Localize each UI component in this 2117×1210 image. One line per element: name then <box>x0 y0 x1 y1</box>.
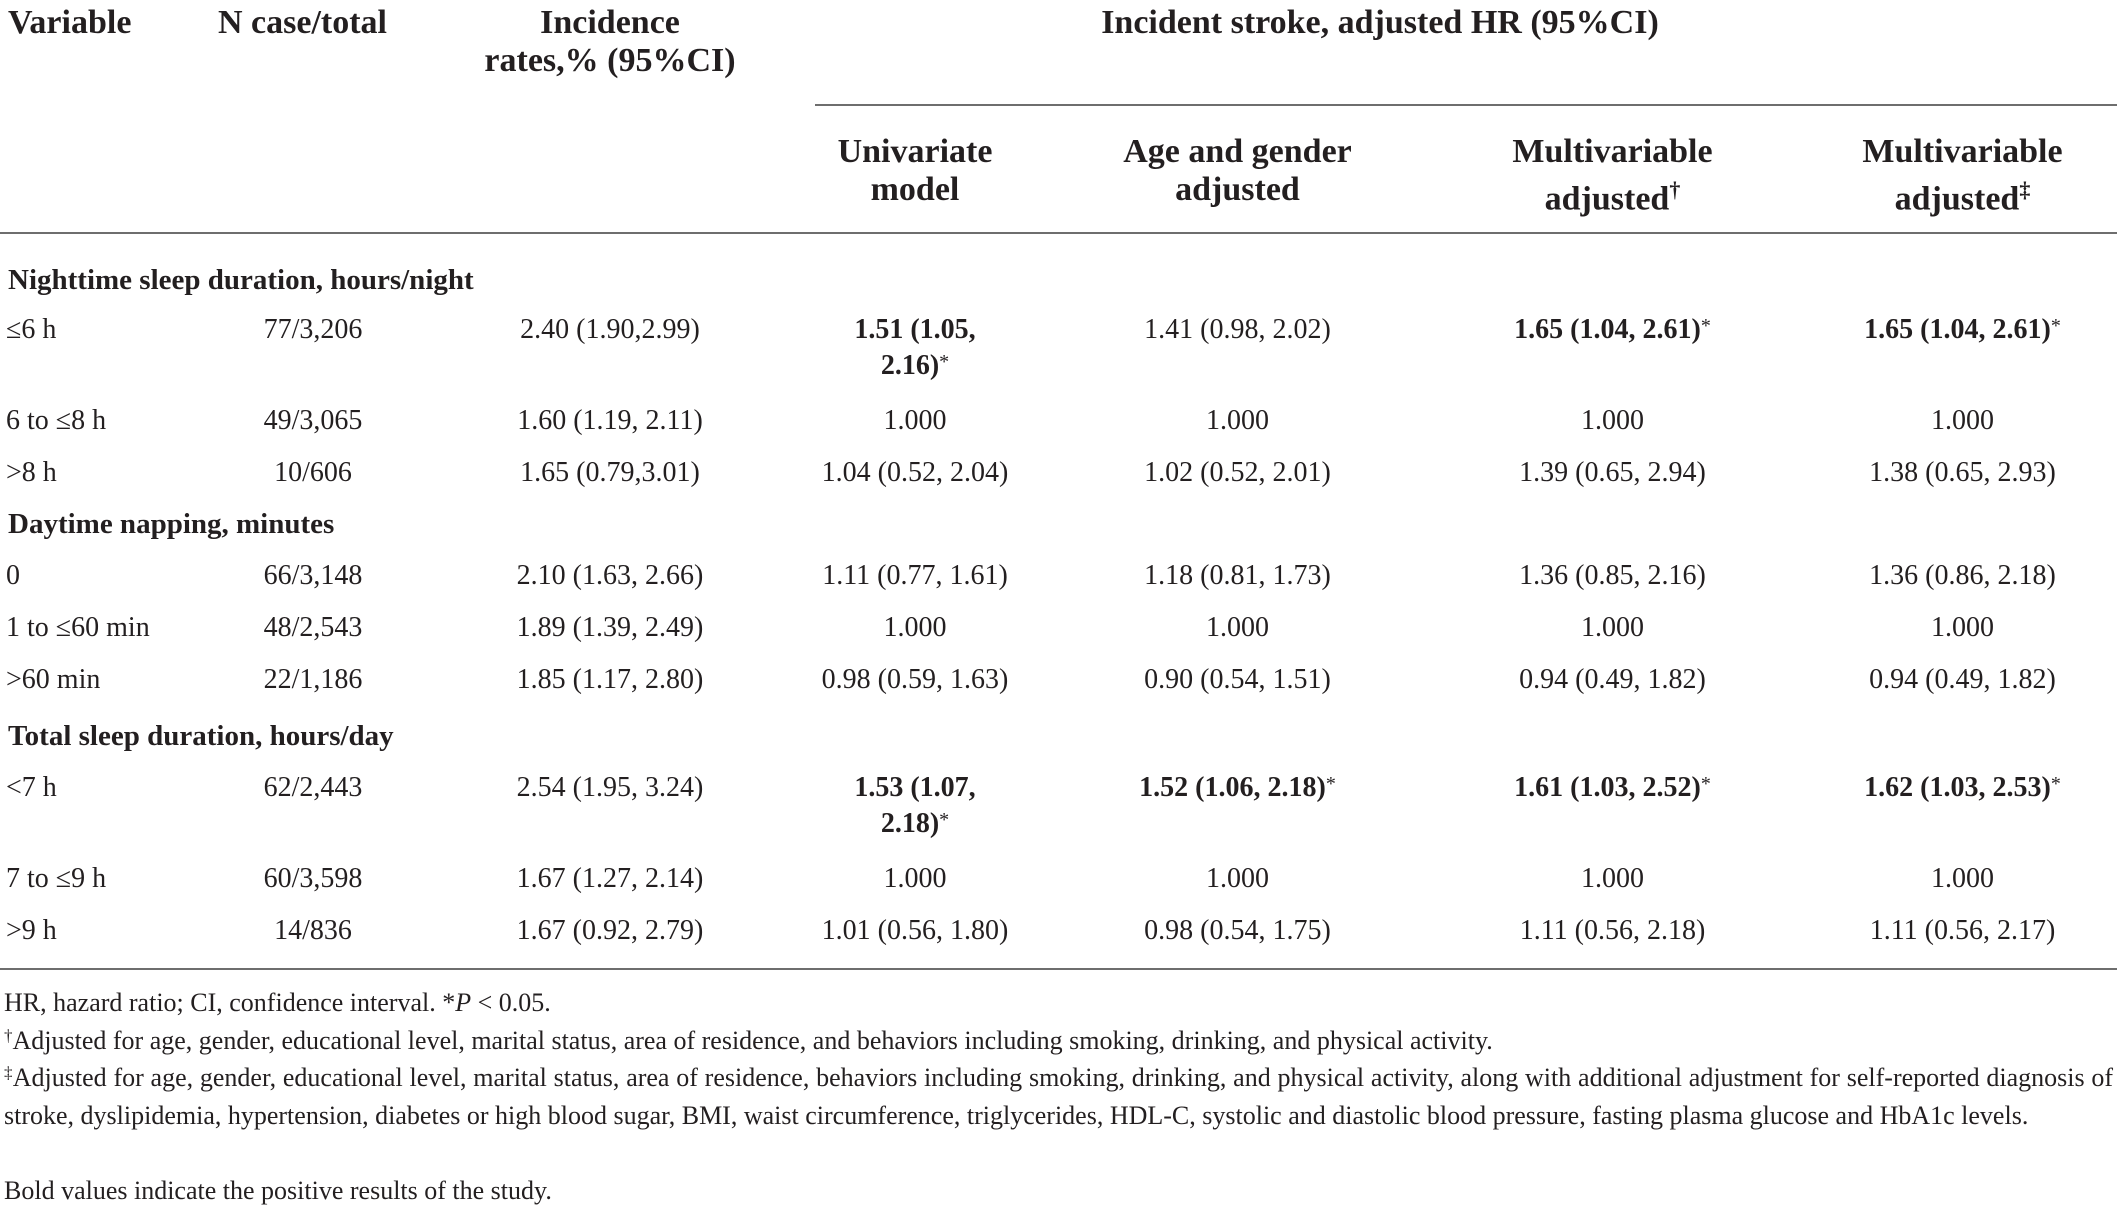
cell-incidence: 2.40 (1.90,2.99) <box>520 314 700 345</box>
cell-hr-uni <box>765 662 1065 698</box>
cell-hr-m1 <box>1440 913 1785 949</box>
cell-variable: 6 to ≤8 h <box>6 405 107 436</box>
hr-value: 1.000 <box>1206 405 1269 436</box>
header-multivariable-1 <box>1440 133 1785 218</box>
cell-incidence: 1.67 (0.92, 2.79) <box>516 915 704 946</box>
cell-hr-age <box>1070 610 1405 646</box>
hr-value: 1.61 (1.03, 2.52) <box>1514 772 1701 803</box>
header-incidence-line2: rates,% (95%CI) <box>484 42 736 79</box>
header-bottom-rule <box>0 232 2117 234</box>
cell-n-case-total: 48/2,543 <box>263 612 363 643</box>
table-row <box>0 913 2117 953</box>
cell-n-case-total: 66/3,148 <box>263 560 363 591</box>
cell-variable: ≤6 h <box>6 314 57 345</box>
hr-value: 0.98 (0.59, 1.63) <box>821 664 1009 695</box>
hr-value: 1.36 (0.86, 2.18) <box>1869 560 2056 591</box>
cell-n-case-total: 10/606 <box>274 457 352 488</box>
hr-value-continued: 2.18) <box>880 808 940 839</box>
cell-hr-age <box>1070 312 1405 348</box>
cell-hr-uni <box>765 610 1065 646</box>
table-bottom-rule <box>0 968 2117 970</box>
hr-value-continued: 2.16) <box>880 350 940 381</box>
cell-hr-m2 <box>1790 455 2117 491</box>
cell-hr-age <box>1070 861 1405 897</box>
cell-variable: <7 h <box>6 772 57 803</box>
table-row <box>0 312 2117 381</box>
cell-hr-m2 <box>1790 861 2117 897</box>
significance-mark: * <box>2050 315 2061 337</box>
hr-value: 1.51 (1.05, <box>854 314 976 345</box>
table-row <box>0 558 2117 598</box>
cell-incidence: 1.65 (0.79,3.01) <box>520 457 700 488</box>
section-title: Nighttime sleep duration, hours/night <box>8 264 474 296</box>
cell-variable: >60 min <box>6 664 101 695</box>
cell-hr-uni <box>765 861 1065 897</box>
table-row <box>0 770 2117 839</box>
cell-hr-age <box>1070 455 1405 491</box>
header-variable: Variable <box>8 4 132 41</box>
cell-n-case-total: 49/3,065 <box>263 405 363 436</box>
cell-incidence: 2.10 (1.63, 2.66) <box>516 560 704 591</box>
hr-value: 1.11 (0.77, 1.61) <box>822 560 1008 591</box>
cell-n-case-total: 14/836 <box>274 915 352 946</box>
cell-hr-age <box>1070 913 1405 949</box>
cell-n-case-total: 77/3,206 <box>263 314 363 345</box>
cell-n-case-total: 60/3,598 <box>263 863 363 894</box>
hr-value: 0.98 (0.54, 1.75) <box>1144 915 1331 946</box>
header-univariate-line2: model <box>870 171 960 208</box>
hr-value: 1.11 (0.56, 2.18) <box>1519 915 1706 946</box>
footnote-abbreviations: HR, hazard ratio; CI, confidence interval. *P < 0.05. <box>4 988 551 1017</box>
cell-variable: >8 h <box>6 457 57 488</box>
cell-hr-age <box>1070 662 1405 698</box>
hr-value: 1.39 (0.65, 2.94) <box>1519 457 1706 488</box>
hr-value: 1.52 (1.06, 2.18) <box>1139 772 1326 803</box>
table-row <box>0 662 2117 702</box>
header-multivariable-2-line1: Multivariable <box>1862 133 2063 170</box>
hr-value: 1.36 (0.85, 2.16) <box>1519 560 1706 591</box>
hr-value: 0.90 (0.54, 1.51) <box>1144 664 1331 695</box>
cell-n-case-total: 62/2,443 <box>263 772 363 803</box>
cell-hr-m1 <box>1440 770 1785 806</box>
cell-hr-m2 <box>1790 913 2117 949</box>
hr-value: 1.04 (0.52, 2.04) <box>821 457 1009 488</box>
significance-mark: * <box>1700 773 1711 795</box>
cell-hr-m1 <box>1440 662 1785 698</box>
cell-hr-m2 <box>1790 610 2117 646</box>
cell-hr-m2 <box>1790 662 2117 698</box>
cell-hr-age <box>1070 403 1405 439</box>
cell-hr-m2 <box>1790 770 2117 806</box>
cell-variable: 1 to ≤60 min <box>6 612 150 643</box>
hr-value: 1.11 (0.56, 2.17) <box>1869 915 2056 946</box>
significance-mark: * <box>939 809 950 831</box>
header-univariate-line1: Univariate <box>837 133 993 170</box>
cell-hr-m2 <box>1790 403 2117 439</box>
cell-incidence: 2.54 (1.95, 3.24) <box>516 772 704 803</box>
header-incidence-line1: Incidence <box>540 4 680 41</box>
cell-hr-uni <box>765 312 1065 384</box>
significance-mark: * <box>2050 773 2061 795</box>
hr-value: 1.000 <box>883 612 947 643</box>
hr-value: 1.000 <box>1931 612 1994 643</box>
header-age-gender-line1: Age and gender <box>1123 133 1352 170</box>
cell-incidence: 1.89 (1.39, 2.49) <box>516 612 704 643</box>
cell-n-case-total: 22/1,186 <box>263 664 363 695</box>
cell-hr-uni <box>765 558 1065 594</box>
table-row <box>0 610 2117 650</box>
cell-incidence: 1.67 (1.27, 2.14) <box>516 863 704 894</box>
cell-hr-uni <box>765 770 1065 842</box>
hr-value: 1.38 (0.65, 2.93) <box>1869 457 2056 488</box>
cell-hr-uni <box>765 455 1065 491</box>
cell-hr-uni <box>765 913 1065 949</box>
hr-value: 1.000 <box>1931 863 1994 894</box>
hr-value: 1.02 (0.52, 2.01) <box>1144 457 1331 488</box>
hr-value: 1.000 <box>883 863 947 894</box>
table-row <box>0 455 2117 495</box>
footnote-bold-note: Bold values indicate the positive results of the study. <box>4 1176 552 1205</box>
table-row <box>0 403 2117 443</box>
header-univariate <box>765 133 1065 209</box>
cell-hr-uni <box>765 403 1065 439</box>
header-incidence <box>440 4 780 80</box>
section-title: Total sleep duration, hours/day <box>8 720 394 752</box>
cell-hr-m1 <box>1440 558 1785 594</box>
hr-value: 0.94 (0.49, 1.82) <box>1869 664 2056 695</box>
cell-hr-m1 <box>1440 610 1785 646</box>
hr-value: 1.000 <box>1206 863 1269 894</box>
significance-mark: * <box>1700 315 1711 337</box>
hr-value: 1.65 (1.04, 2.61) <box>1514 314 1701 345</box>
header-n-case-total: N case/total <box>218 4 388 41</box>
hr-value: 1.000 <box>1206 612 1269 643</box>
hr-value: 0.94 (0.49, 1.82) <box>1519 664 1706 695</box>
cell-incidence: 1.60 (1.19, 2.11) <box>517 405 703 436</box>
cell-hr-m1 <box>1440 861 1785 897</box>
cell-hr-age <box>1070 770 1405 806</box>
header-age-gender <box>1070 133 1405 209</box>
cell-incidence: 1.85 (1.17, 2.80) <box>516 664 704 695</box>
header-group-title: Incident stroke, adjusted HR (95%CI) <box>1101 4 1659 41</box>
hr-value: 1.000 <box>1581 405 1644 436</box>
hr-value: 1.01 (0.56, 1.80) <box>821 915 1009 946</box>
hr-value: 1.53 (1.07, <box>854 772 976 803</box>
cell-hr-m1 <box>1440 455 1785 491</box>
hr-value: 1.65 (1.04, 2.61) <box>1864 314 2051 345</box>
hr-value: 1.000 <box>1581 612 1644 643</box>
hr-value: 1.62 (1.03, 2.53) <box>1864 772 2051 803</box>
hr-value: 1.41 (0.98, 2.02) <box>1144 314 1331 345</box>
hr-value: 1.18 (0.81, 1.73) <box>1144 560 1331 591</box>
table-row <box>0 861 2117 901</box>
footnote-double-dagger: ‡Adjusted for age, gender, educational level, marital status, area of residence, behaviors including smoking, drinking, and physical activity, along with additional adjustment for self-reported diagnosis of stroke, dyslipidemia, hypertension, diabetes or high blood sugar, BMI, waist circumference, triglycerides, HDL-C, systolic and diastolic blood pressure, fasting plasma glucose and HbA1c levels. <box>4 1063 2113 1130</box>
cell-hr-age <box>1070 558 1405 594</box>
hr-value: 1.000 <box>1581 863 1644 894</box>
cell-variable: >9 h <box>6 915 57 946</box>
cell-hr-m2 <box>1790 558 2117 594</box>
header-multivariable-1-line1: Multivariable <box>1512 133 1713 170</box>
header-multivariable-2-line2: adjusted‡ <box>1894 177 2031 218</box>
cell-hr-m2 <box>1790 312 2117 348</box>
hr-value: 1.000 <box>1931 405 1994 436</box>
cell-variable: 0 <box>6 560 20 591</box>
dagger-mark: † <box>1669 177 1681 202</box>
cell-hr-m1 <box>1440 403 1785 439</box>
footnote-dagger: †Adjusted for age, gender, educational level, marital status, area of residence, and behaviors including smoking, drinking, and physical activity. <box>4 1026 1493 1055</box>
header-age-gender-line2: adjusted <box>1175 171 1300 208</box>
significance-mark: * <box>939 351 950 373</box>
significance-mark: * <box>1325 773 1336 795</box>
cell-variable: 7 to ≤9 h <box>6 863 107 894</box>
header-multivariable-1-line2: adjusted† <box>1544 177 1681 218</box>
group-underline <box>815 104 2117 106</box>
section-title: Daytime napping, minutes <box>8 508 335 540</box>
header-multivariable-2 <box>1790 133 2117 218</box>
hr-value: 1.000 <box>883 405 947 436</box>
cell-hr-m1 <box>1440 312 1785 348</box>
double-dagger-mark: ‡ <box>2019 177 2031 202</box>
